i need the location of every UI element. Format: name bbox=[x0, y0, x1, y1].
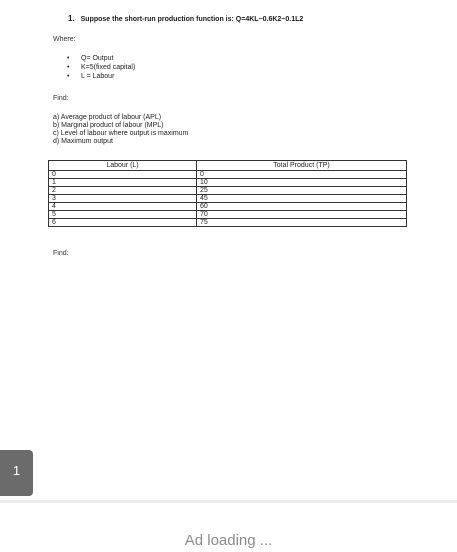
tp-cell: 10 bbox=[197, 179, 407, 187]
labour-cell: 3 bbox=[49, 195, 197, 203]
table-row bbox=[49, 211, 407, 219]
header-total-product: Total Product (TP) bbox=[197, 161, 407, 171]
where-label: Where: bbox=[53, 36, 76, 43]
labour-cell: 1 bbox=[49, 179, 197, 187]
find-label-bottom: Find: bbox=[53, 250, 69, 257]
cut-off-top-line bbox=[58, 0, 208, 2]
labour-cell: 5 bbox=[49, 211, 197, 219]
ad-loading-text: Ad loading ... bbox=[184, 532, 273, 549]
variable-item: • Q= Output bbox=[67, 55, 135, 64]
tp-cell: 75 bbox=[197, 219, 407, 227]
question-title bbox=[68, 14, 303, 23]
tp-cell: 70 bbox=[197, 211, 407, 219]
labour-cell: 2 bbox=[49, 187, 197, 195]
variable-item: • K=5(fixed capital) bbox=[67, 64, 135, 73]
tp-cell: 60 bbox=[197, 203, 407, 211]
question-part: a) Average product of labour (APL) bbox=[53, 114, 162, 121]
table-row bbox=[49, 179, 407, 187]
question-number: 1. bbox=[68, 14, 75, 23]
question-part: c) Level of labour where output is maximum bbox=[53, 130, 189, 137]
find-label: Find: bbox=[53, 95, 69, 102]
production-table bbox=[48, 160, 407, 227]
tp-cell: 45 bbox=[197, 195, 407, 203]
tp-cell: 0 bbox=[197, 171, 407, 179]
question-parts-list bbox=[53, 114, 188, 146]
variable-item: • L = Labour bbox=[67, 73, 135, 82]
table-row bbox=[49, 195, 407, 203]
table-header-row bbox=[49, 161, 407, 171]
labour-cell: 6 bbox=[49, 219, 197, 227]
question-text: Suppose the short-run production function is: Q=4KL−0.6K2−0.1L2 bbox=[80, 16, 304, 23]
header-labour: Labour (L) bbox=[49, 161, 197, 171]
page-number-badge[interactable]: 1 bbox=[0, 450, 33, 496]
question-part: d) Maximum output bbox=[53, 138, 113, 145]
tp-cell: 25 bbox=[197, 187, 407, 195]
variable-list bbox=[67, 55, 135, 82]
question-part: b) Marginal product of labour (MPL) bbox=[53, 122, 164, 129]
table-row bbox=[49, 171, 407, 179]
table-row bbox=[49, 219, 407, 227]
labour-cell: 0 bbox=[49, 171, 197, 179]
table-row bbox=[49, 203, 407, 211]
table-row bbox=[49, 187, 407, 195]
labour-cell: 4 bbox=[49, 203, 197, 211]
